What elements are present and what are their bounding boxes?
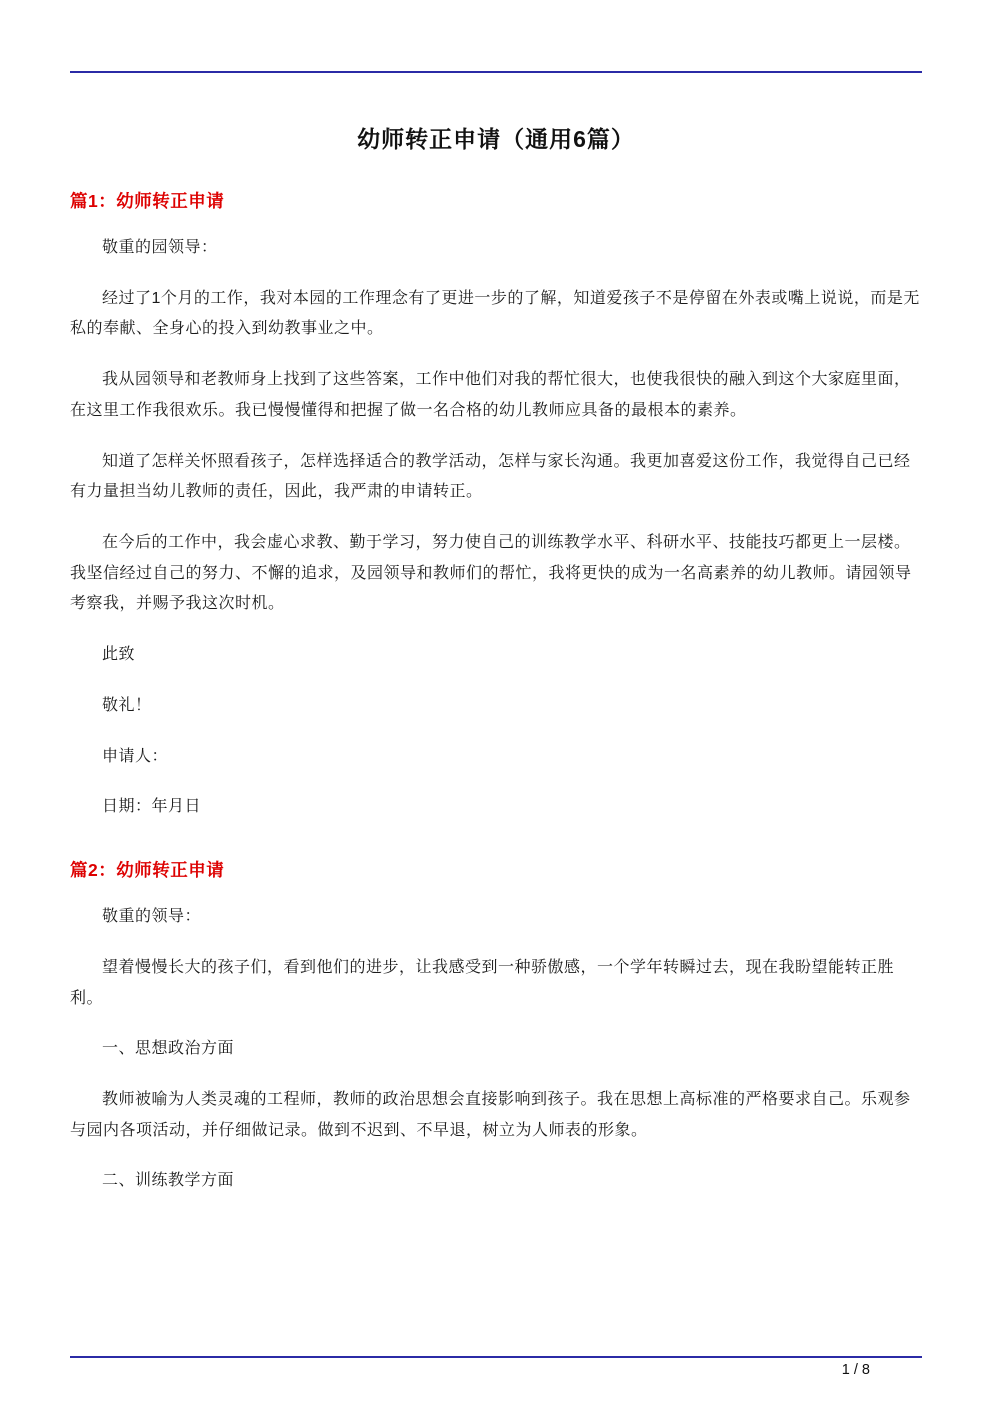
paragraph: 在今后的工作中，我会虚心求教、勤于学习，努力使自己的训练教学水平、科研水平、技能技巧都更上一层楼。我坚信经过自己的努力、不懈的追求，及园领导和教师们的帮忙，我将更快的成为一名高素养的幼儿教师。请园领导考察我，并赐予我这次时机。: [70, 534, 912, 613]
paragraph: 申请人：: [102, 747, 169, 765]
page-number: 1 / 8: [841, 1362, 870, 1378]
paragraph: 教师被喻为人类灵魂的工程师，教师的政治思想会直接影响到孩子。我在思想上高标准的严格要求自己。乐观参与园内各项活动，并仔细做记录。做到不迟到、不早退，树立为人师表的形象。: [70, 1090, 911, 1139]
sections: [70, 188, 922, 1197]
section-heading: 篇1：幼师转正申请: [70, 191, 225, 211]
paragraph: 敬礼！: [102, 696, 152, 714]
paragraph: 知道了怎样关怀照看孩子，怎样选择适合的教学活动，怎样与家长沟通。我更加喜爱这份工作，我觉得自己已经有力量担当幼儿教师的责任，因此，我严肃的申请转正。: [70, 452, 911, 501]
paragraph: 二、训练教学方面: [102, 1172, 235, 1190]
document-content: [0, 121, 992, 1197]
paragraph: 日期：年月日: [102, 798, 202, 816]
paragraph: 我从园领导和老教师身上找到了这些答案，工作中他们对我的帮忙很大，也使我很快的融入到这个大家庭里面，在这里工作我很欢乐。我已慢慢懂得和把握了做一名合格的幼儿教师应具备的最根本的素养。: [70, 371, 911, 419]
paragraph: 望着慢慢长大的孩子们，看到他们的进步，让我感受到一种骄傲感，一个学年转瞬过去，现在我盼望能转正胜利。: [70, 958, 895, 1007]
paragraph: 敬重的园领导：: [102, 239, 218, 256]
paragraph: 此致: [102, 646, 136, 664]
top-divider: [70, 71, 922, 73]
section-heading: 篇2：幼师转正申请: [70, 860, 225, 881]
bottom-divider: [70, 1356, 922, 1358]
paragraph: 敬重的领导：: [102, 908, 202, 926]
page-title: 幼师转正申请（通用6篇）: [357, 126, 635, 152]
paragraph: 一、思想政治方面: [102, 1040, 235, 1058]
paragraph: 经过了1个月的工作，我对本园的工作理念有了更进一步的了解，知道爱孩子不是停留在外表或嘴上说说，而是无私的奉献、全身心的投入到幼教事业之中。: [70, 289, 920, 338]
